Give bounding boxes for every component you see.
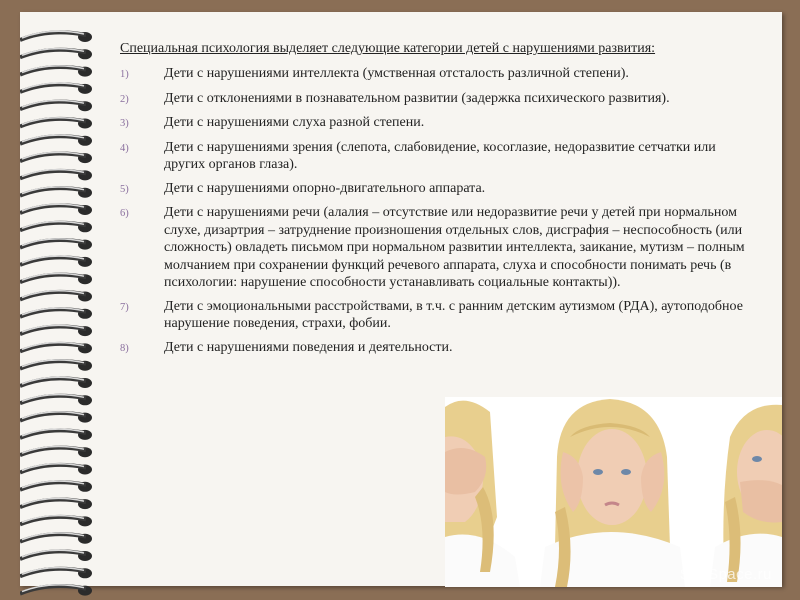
three-girls-illustration bbox=[445, 397, 782, 587]
item-number: 4) bbox=[120, 142, 129, 154]
spiral-ring bbox=[20, 256, 92, 267]
spiral-ring bbox=[20, 446, 92, 457]
slide-heading: Специальная психология выделяет следующие категории детей с нарушениями развития: bbox=[120, 41, 656, 56]
list-item bbox=[120, 298, 760, 333]
list-item bbox=[120, 90, 760, 109]
spiral-ring bbox=[20, 170, 92, 181]
category-list bbox=[120, 65, 760, 357]
spiral-ring bbox=[20, 273, 92, 284]
item-number: 1) bbox=[120, 69, 129, 80]
children-photo bbox=[445, 397, 782, 587]
spiral-ring bbox=[20, 239, 92, 250]
spiral-ring bbox=[20, 516, 92, 527]
spiral-ring bbox=[20, 49, 92, 60]
photo-watermark: SonSpace.ru bbox=[679, 566, 772, 583]
spiral-ring bbox=[20, 429, 92, 440]
spiral-ring bbox=[20, 343, 92, 354]
spiral-ring bbox=[20, 550, 92, 561]
item-number: 3) bbox=[120, 118, 129, 129]
list-item bbox=[120, 204, 760, 292]
notebook-page bbox=[20, 12, 782, 586]
spiral-ring bbox=[20, 308, 92, 319]
list-item bbox=[120, 180, 760, 199]
spiral-ring bbox=[20, 152, 92, 163]
item-number: 5) bbox=[120, 183, 129, 195]
spiral-ring bbox=[20, 118, 92, 129]
spiral-ring bbox=[20, 204, 92, 215]
item-text: Дети с отклонениями в познавательном развитии (задержка психического развития). bbox=[164, 90, 670, 106]
spiral-ring bbox=[20, 377, 92, 388]
item-text: Дети с эмоциональными расстройствами, в т.ч. с ранним детским аутизмом (РДА), аутоподобное нарушение поведения, страхи, фобии. bbox=[164, 298, 743, 331]
item-text: Дети с нарушениями опорно-двигательного аппарата. bbox=[164, 180, 486, 196]
spiral-ring bbox=[20, 222, 92, 233]
spiral-ring bbox=[20, 100, 92, 111]
list-item bbox=[120, 139, 760, 174]
item-text: Дети с нарушениями слуха разной степени. bbox=[164, 115, 425, 130]
spiral-ring bbox=[20, 533, 92, 544]
spiral-binding bbox=[20, 26, 110, 596]
item-text: Дети с нарушениями интеллекта (умственная отсталость различной степени). bbox=[164, 66, 629, 81]
spiral-ring bbox=[20, 481, 92, 492]
spiral-ring bbox=[20, 498, 92, 509]
spiral-ring bbox=[20, 291, 92, 302]
slide-content bbox=[120, 40, 760, 363]
item-number: 2) bbox=[120, 93, 129, 105]
spiral-ring bbox=[20, 66, 92, 77]
spiral-ring bbox=[20, 187, 92, 198]
spiral-ring bbox=[20, 412, 92, 423]
spiral-ring bbox=[20, 464, 92, 475]
spiral-ring bbox=[20, 31, 92, 42]
item-number: 7) bbox=[120, 301, 129, 313]
list-item bbox=[120, 114, 760, 133]
item-text: Дети с нарушениями речи (алалия – отсутствие или недоразвитие речи у детей при нормальном слухе, дизартрия – затруднение произношения отдельных слов, дисграфия – неспособность (или сложность) овладеть письмом при нормальном развитии интеллекта, заикание, мутизм – полным молчанием при сохранении функций речевого аппарата, слуха и способности понимать речь (в психологии: нарушение способности устанавливать социальные контакты)). bbox=[164, 205, 745, 290]
item-text: Дети с нарушениями зрения (слепота, слабовидение, косоглазие, недоразвитие сетчатки или других органов глаза). bbox=[164, 139, 716, 172]
list-item bbox=[120, 339, 760, 358]
item-number: 8) bbox=[120, 342, 129, 354]
spiral-ring bbox=[20, 568, 92, 579]
item-text: Дети с нарушениями поведения и деятельности. bbox=[164, 339, 453, 355]
spiral-ring bbox=[20, 360, 92, 371]
item-number: 6) bbox=[120, 208, 129, 219]
spiral-ring bbox=[20, 585, 92, 596]
spiral-ring bbox=[20, 83, 92, 94]
spiral-ring bbox=[20, 395, 92, 406]
spiral-ring bbox=[20, 325, 92, 336]
spiral-ring bbox=[20, 135, 92, 146]
list-item bbox=[120, 65, 760, 84]
